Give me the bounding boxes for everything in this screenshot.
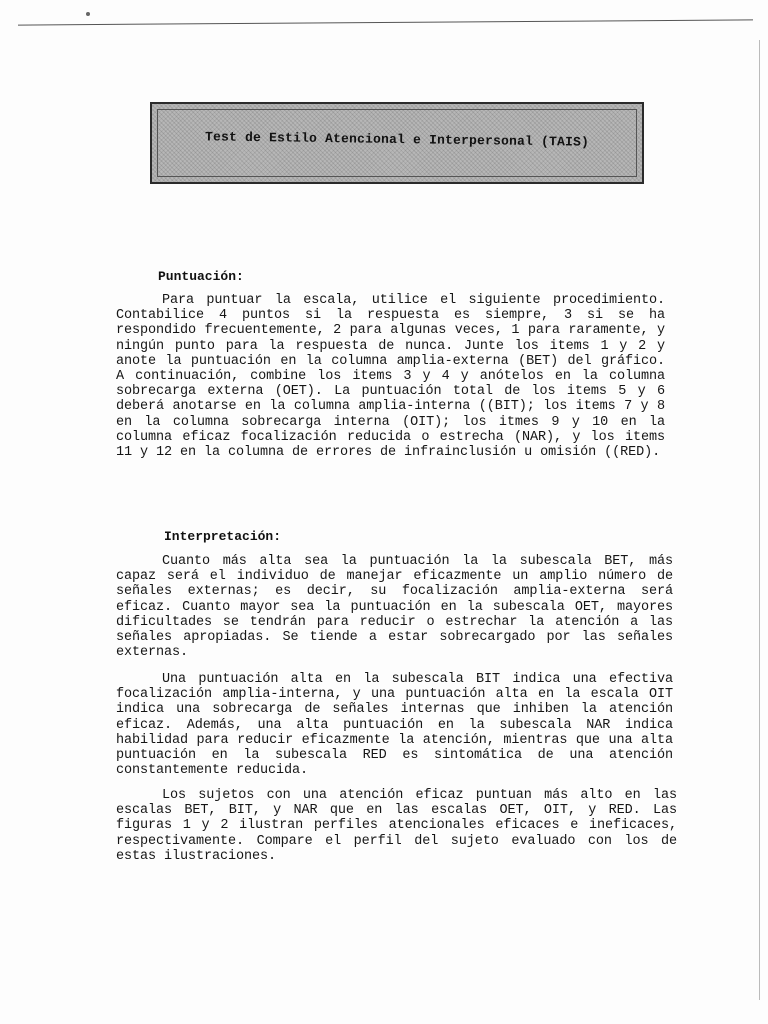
interpretation-paragraph-2: [116, 672, 673, 778]
scan-speck: [86, 12, 90, 16]
top-edge-line: [18, 19, 753, 25]
interpretation-heading: Interpretación:: [164, 529, 282, 544]
page-right-edge: [759, 40, 760, 1000]
document-title: Test de Estilo Atencional e Interpersonal (TAIS): [204, 129, 590, 150]
scoring-heading: Puntuación:: [158, 269, 244, 284]
interpretation-text-1: Cuanto más alta sea la puntuación la la subescala BET, más capaz será el individuo de manejar eficazmente un amplio número de señales externas; es decir, su focalización amplia-externa será eficaz. Cuanto mayor sea la puntuación en la subescala OET, mayores dificultades se tendrán para reducir o estrechar la atención a las señales apropiadas. Se tiende a estar sobrecargado por las señales externas.: [116, 554, 673, 661]
scoring-paragraph: [116, 293, 665, 460]
title-box: [150, 102, 644, 184]
scoring-text: Para puntuar la escala, utilice el siguiente procedimiento. Contabilice 4 puntos si la respuesta es siempre, 3 si se ha respondido frecuentemente, 2 para algunas veces, 1 para raramente, y ningún punto para la respuesta de nunca. Junte los items 1 y 2 y anote la puntuación en la columna amplia-externa (BET) del gráfico. A continuación, combine los items 3 y 4 y anótelos en la columna sobrecarga externa (OET). La puntuación total de los items 5 y 6 deberá anotarse en la columna amplia-interna ((BIT); los items 7 y 8 en la columna sobrecarga interna (OIT); los itmes 9 y 10 en la columna eficaz focalización reducida o estrecha (NAR), y los items 11 y 12 en la columna de errores de infrainclusión u omisión ((RED).: [116, 293, 665, 461]
interpretation-text-2: Una puntuación alta en la subescala BIT indica una efectiva focalización amplia-interna, y una puntuación alta en la escala OIT indica una sobrecarga de señales internas que inhiben la atención eficaz. Además, una alta puntuación en la subescala NAR indica habilidad para reducir eficazmente la atención, mientras que una alta puntuación en la subescala RED es sintomática de una atención constantemente reducida.: [116, 672, 673, 779]
interpretation-text-3: Los sujetos con una atención eficaz puntuan más alto en las escalas BET, BIT, y NAR que en las escalas OET, OIT, y RED. Las figuras 1 y 2 ilustran perfiles atencionales eficaces e ineficaces, respectivamente. Compare el perfil del sujeto evaluado con los de estas ilustraciones.: [116, 788, 677, 864]
interpretation-paragraph-1: [116, 554, 673, 660]
interpretation-paragraph-3: [116, 788, 677, 864]
